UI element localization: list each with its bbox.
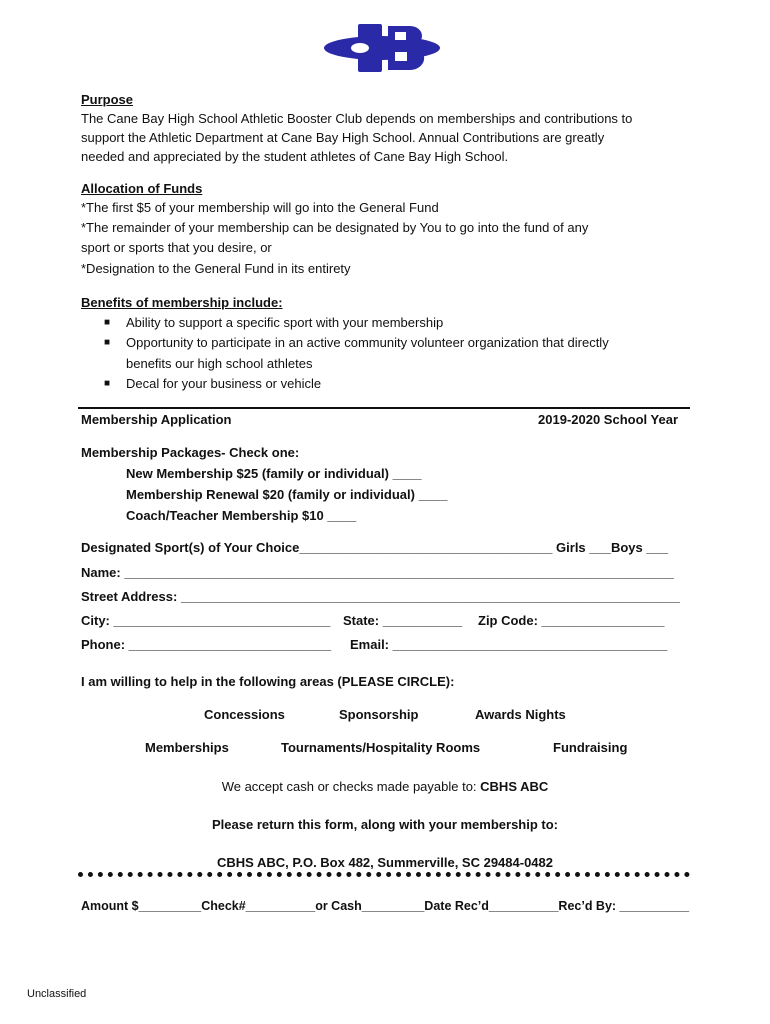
mailing-address: CBHS ABC, P.O. Box 482, Summerville, SC 29484-0482 xyxy=(217,855,553,870)
help-option-fundraising[interactable]: Fundraising xyxy=(553,740,628,755)
zip-field[interactable]: Zip Code: _________________ xyxy=(478,613,665,628)
city-field[interactable]: City: ______________________________ xyxy=(81,613,331,628)
name-field[interactable]: Name: ____________________________________________________________________________ xyxy=(81,565,674,580)
accept-payment-text xyxy=(0,779,770,794)
purpose-heading: Purpose xyxy=(81,92,134,107)
payee-name: CBHS ABC xyxy=(480,779,549,794)
cbc-logo-letters: CBC xyxy=(380,54,384,55)
classification-footer: Unclassified xyxy=(27,988,87,1000)
help-option-awards-nights[interactable]: Awards Nights xyxy=(475,707,566,722)
office-use-line: Amount $_________Check#__________or Cash_________Date Rec’d__________Rec’d By: __________ xyxy=(81,899,690,913)
cbc-logo-mark xyxy=(324,24,440,72)
state-field[interactable]: State: ___________ xyxy=(343,613,463,628)
help-option-memberships[interactable]: Memberships xyxy=(145,740,229,755)
accept-prefix: We accept cash or checks made payable to: xyxy=(221,779,481,794)
application-title: Membership Application xyxy=(81,412,232,427)
package-coach[interactable]: Coach/Teacher Membership $10 ____ xyxy=(126,508,357,523)
allocation-line: *The first $5 of your membership will go into the General Fund xyxy=(81,200,439,215)
purpose-line: support the Athletic Department at Cane Bay High School. Annual Contributions are greatly xyxy=(81,130,605,145)
allocation-line: sport or sports that you desire, or xyxy=(81,240,272,255)
packages-heading: Membership Packages- Check one: xyxy=(81,445,300,460)
allocation-heading: Allocation of Funds xyxy=(81,181,203,196)
sport-field[interactable]: Designated Sport(s) of Your Choice___________________________________ Girls ___Boys ___ xyxy=(81,540,669,555)
bullet-icon: ■ xyxy=(104,337,111,348)
help-option-sponsorship[interactable]: Sponsorship xyxy=(339,707,419,722)
bullet-icon: ■ xyxy=(104,317,111,328)
purpose-line: needed and appreciated by the student athletes of Cane Bay High School. xyxy=(81,149,509,164)
bullet-icon: ■ xyxy=(104,378,111,389)
allocation-line: *Designation to the General Fund in its entirety xyxy=(81,261,351,276)
purpose-line: The Cane Bay High School Athletic Booster Club depends on memberships and contributions to xyxy=(81,111,633,126)
package-new[interactable]: New Membership $25 (family or individual) ____ xyxy=(126,466,422,481)
phone-field[interactable]: Phone: ____________________________ xyxy=(81,637,332,652)
help-heading: I am willing to help in the following areas (PLEASE CIRCLE): xyxy=(81,674,455,689)
return-instructions: Please return this form, along with your membership to: xyxy=(212,817,558,832)
help-option-concessions[interactable]: Concessions xyxy=(204,707,285,722)
benefit-item: Opportunity to participate in an active community volunteer organization that directly xyxy=(126,335,609,350)
dotted-divider xyxy=(78,872,690,877)
email-field[interactable]: Email: ______________________________________ xyxy=(350,637,668,652)
school-year: 2019-2020 School Year xyxy=(538,412,678,427)
benefit-item: benefits our high school athletes xyxy=(126,356,313,371)
street-field[interactable]: Street Address: _____________________________________________________________________ xyxy=(81,589,680,604)
allocation-line: *The remainder of your membership can be designated by You to go into the fund of any xyxy=(81,220,589,235)
section-divider xyxy=(78,407,690,409)
benefits-heading: Benefits of membership include: xyxy=(81,295,283,310)
benefit-item: Decal for your business or vehicle xyxy=(126,376,322,391)
cbc-logo xyxy=(322,20,442,76)
help-option-tournaments[interactable]: Tournaments/Hospitality Rooms xyxy=(281,740,481,755)
benefit-item: Ability to support a specific sport with your membership xyxy=(126,315,444,330)
package-renewal[interactable]: Membership Renewal $20 (family or individual) ____ xyxy=(126,487,448,502)
